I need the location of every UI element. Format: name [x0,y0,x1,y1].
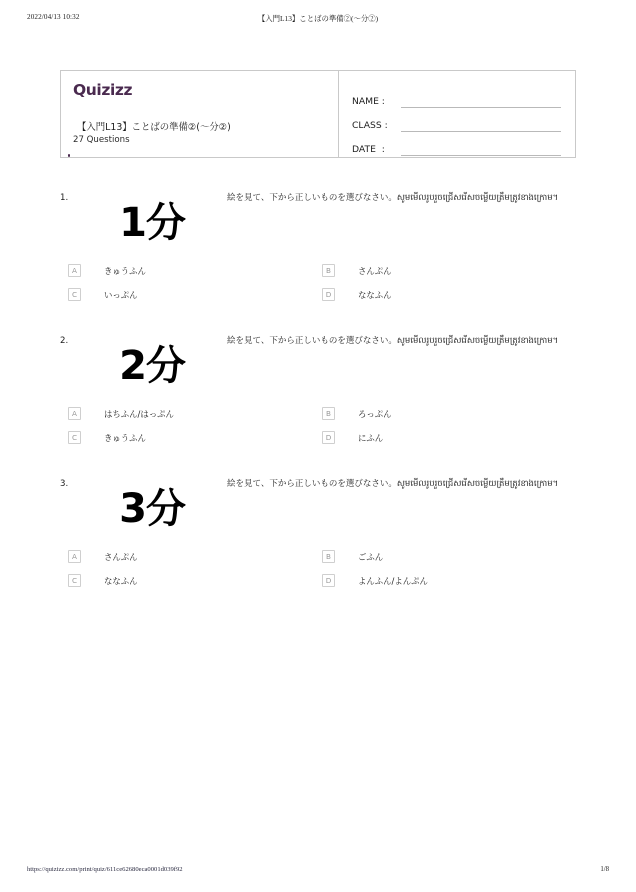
option-text: きゅうふん [104,265,146,276]
print-header [0,0,636,34]
option-a[interactable] [68,550,322,563]
option-text: にふん [358,432,384,443]
question-number: 2. [60,336,69,346]
option-letter: D [322,574,335,587]
date-field-input[interactable] [401,142,561,156]
question-number: 3. [60,479,69,489]
quizizz-logo-text: Quizizz [73,81,133,99]
option-letter: B [322,264,335,277]
question-head [60,478,576,540]
option-c[interactable] [68,574,322,587]
question-prompt-km: សូមមើលរូបរួចជ្រើសរើសចម្លើយត្រឹមត្រូវខាងក្រោម។ [396,479,559,489]
option-letter: A [68,407,81,420]
option-text: よんふん/よんぷん [358,575,428,586]
question-block [60,192,576,301]
option-b[interactable] [322,264,576,277]
option-b[interactable] [322,550,576,563]
option-d[interactable] [322,431,576,444]
field-row-date [352,132,561,156]
question-prompt-ja: 絵を見て、下から正しいものを選びなさい。 [227,336,397,346]
option-letter: B [322,407,335,420]
option-letter: D [322,288,335,301]
class-field-input[interactable] [401,118,561,132]
options-grid [60,264,576,301]
student-fields [339,71,575,157]
option-text: はちふん/はっぷん [104,408,174,419]
print-header-title: 【入門L13】ことばの準備②(〜分②) [257,14,379,23]
quiz-sheet [60,70,576,587]
question-media-text: 2分 [119,343,185,389]
question-head [60,192,576,254]
field-row-name [352,84,561,108]
quiz-question-count: 27 Questions [73,135,130,145]
quizizz-logo [73,82,132,98]
question-prompt-ja: 絵を見て、下から正しいものを選びなさい。 [227,193,397,203]
option-letter: D [322,431,335,444]
question-number: 1. [60,193,69,203]
question-prompt-km: សូមមើលរូបរួចជ្រើសរើសចម្លើយត្រឹមត្រូវខាងក្រោម។ [396,336,559,346]
print-footer-page-number: 1/8 [600,866,609,873]
question-media-text: 1分 [119,200,185,246]
question-media [82,335,222,397]
option-c[interactable] [68,288,322,301]
option-letter: A [68,550,81,563]
option-letter: C [68,288,81,301]
option-text: ごふん [358,551,384,562]
question-prompt-ja: 絵を見て、下から正しいものを選びなさい。 [227,479,397,489]
option-b[interactable] [322,407,576,420]
options-grid [60,407,576,444]
field-row-class [352,108,561,132]
date-field-label: DATE : [352,144,385,155]
print-footer-url[interactable]: https://quizizz.com/print/quiz/611ce62680eca0001d039f92 [27,866,183,873]
option-c[interactable] [68,431,322,444]
quizizz-logo-dot-icon [68,154,71,157]
quiz-title: 【入門L13】ことばの準備②(〜分②) [77,122,231,133]
option-text: ななふん [104,575,138,586]
quiz-card-left [61,71,338,157]
option-text: さんぷん [358,265,392,276]
quiz-info-card [60,70,576,158]
question-block [60,478,576,587]
question-media [82,478,222,540]
question-head [60,335,576,397]
option-a[interactable] [68,407,322,420]
question-prompt [222,192,576,205]
option-d[interactable] [322,288,576,301]
question-media-text: 3分 [119,486,185,532]
question-prompt [222,335,576,348]
option-text: さんぷん [104,551,138,562]
option-text: きゅうふん [104,432,146,443]
option-text: ななふん [358,289,392,300]
question-block [60,335,576,444]
name-field-input[interactable] [401,94,561,108]
name-field-label: NAME : [352,96,385,107]
question-prompt-km: សូមមើលរូបរួចជ្រើសរើសចម្លើយត្រឹមត្រូវខាងក្រោម។ [396,193,559,203]
option-a[interactable] [68,264,322,277]
option-letter: A [68,264,81,277]
option-letter: C [68,574,81,587]
class-field-label: CLASS : [352,120,388,131]
options-grid [60,550,576,587]
option-letter: B [322,550,335,563]
print-date: 2022/04/13 10:32 [27,13,80,21]
option-letter: C [68,431,81,444]
print-footer [0,866,636,878]
option-text: いっぷん [104,289,138,300]
question-media [82,192,222,254]
option-text: ろっぷん [358,408,392,419]
option-d[interactable] [322,574,576,587]
question-prompt [222,478,576,491]
